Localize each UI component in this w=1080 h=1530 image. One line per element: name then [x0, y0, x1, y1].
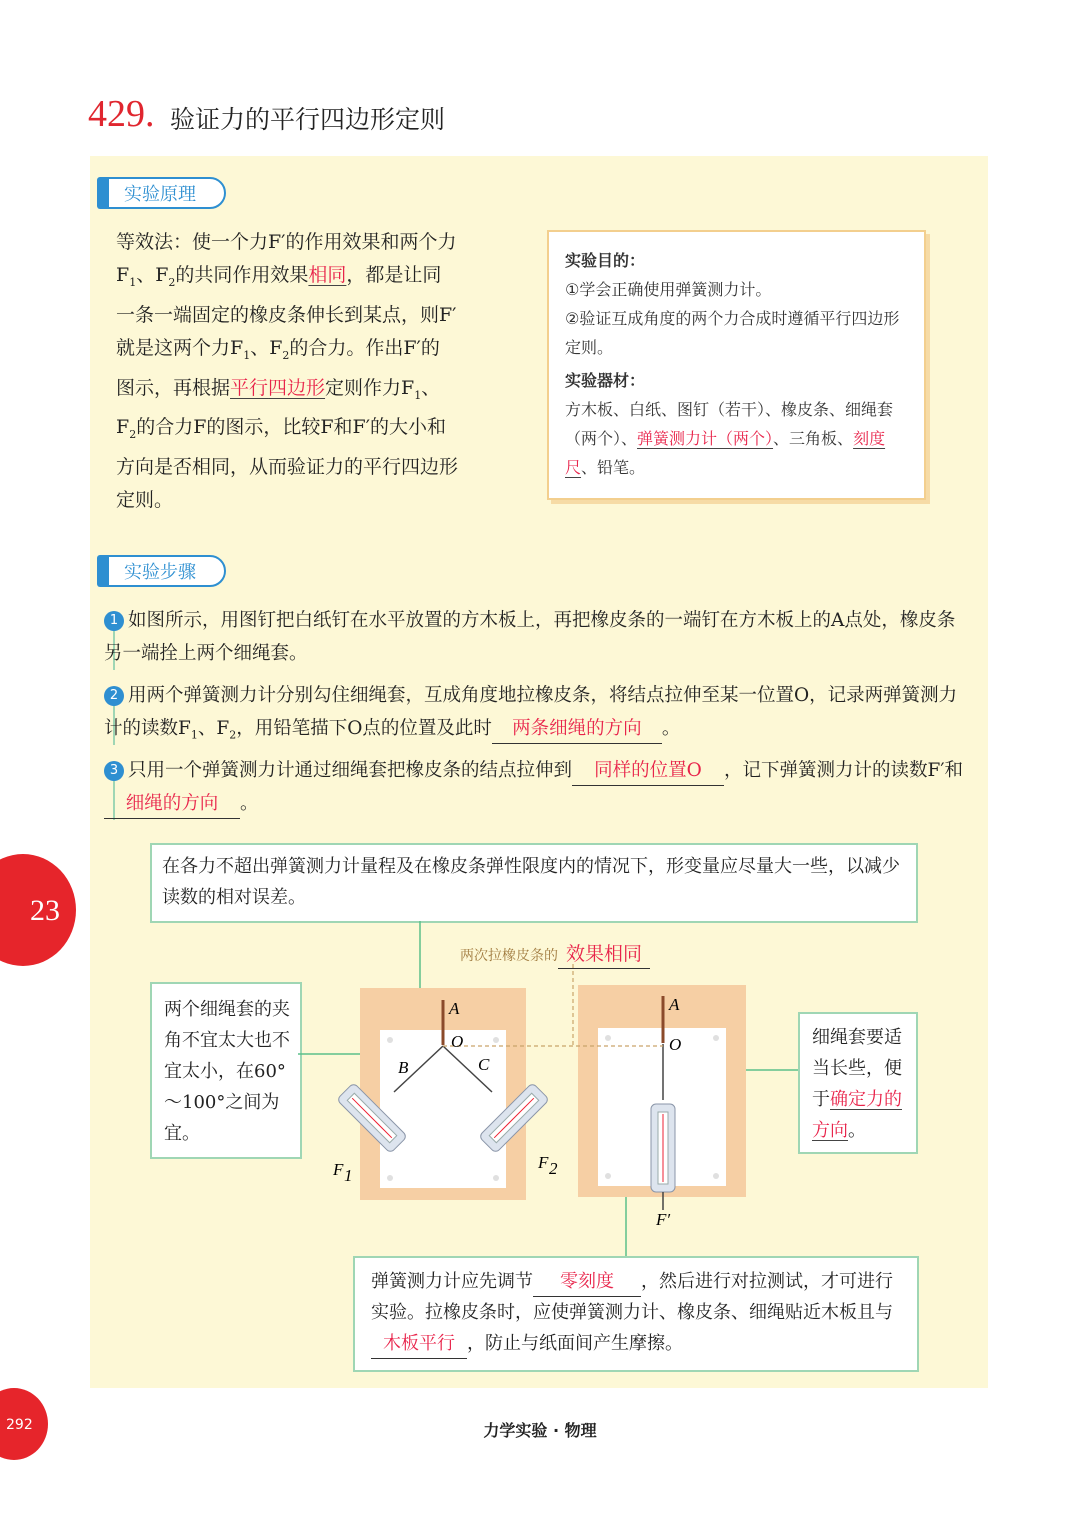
label-A-left: A — [449, 999, 460, 1018]
answer-ruler: 刻度尺 — [565, 429, 886, 477]
note-zero: 弹簧测力计应先调节 零刻度 ，然后进行对拉测试，才可进行实验。拉橡皮条时，应使弹簧测力计、橡皮条、细绳贴近木板且与木板平行 ，防止与纸面间产生摩擦。 — [353, 1256, 919, 1372]
step-3: 3 只用一个弹簧测力计通过细绳套把橡皮条的结点拉伸到 同样的位置O ，记下弹簧测力计的读数F′和细绳的方向 。 — [104, 754, 966, 820]
answer-determine: 确定 — [830, 1089, 866, 1110]
step-1-number: 1 — [104, 611, 124, 631]
page-title: 验证力的平行四边形定则 — [170, 105, 446, 134]
label-F2: F — [538, 1153, 549, 1172]
steps-tag: 实验步骤 — [98, 555, 226, 587]
label-B: B — [398, 1058, 409, 1077]
answer-rope-directions: 两条细绳的方向 — [492, 715, 662, 744]
paper-left — [380, 1030, 506, 1188]
goal-heading: 实验目的： — [565, 251, 646, 270]
note-rope-length: 细绳套要适当长些，便于确定力的方向。 — [798, 1012, 918, 1154]
answer-parallel: 平行 — [230, 376, 269, 399]
note-angle: 两个细绳套的夹角不宜太大也不宜太小，在60°～100°之间为宜。 — [150, 982, 302, 1159]
step-2-number: 2 — [104, 686, 124, 706]
label-A-right: A — [669, 995, 680, 1014]
effect-caption: 两次拉橡皮条的 效果相同 — [460, 940, 650, 969]
principle-tag: 实验原理 — [98, 177, 226, 209]
chapter-tab: 23 — [0, 854, 76, 966]
answer-same: 相同 — [308, 264, 347, 286]
spring-scale-single — [651, 1104, 675, 1192]
materials-text: 方木板、白纸、图钉（若干）、橡皮条、细绳套（两个）、弹簧测力计（两个）、三角板、刻度尺、铅笔。 — [565, 400, 894, 477]
principle-text: 等效法：使一个力F′的作用效果和两个力$F_1$、$F_2$的共同作用效果相同，都是让同一条一端固定的橡皮条伸长到某点，则F′就是这两个力$F_1$、$F_2$的合力。作出F′的图示，再根据平行四边形定则作力$F_1$、$F_2$的合力F的图示，比较F和F′的大小和方向是否相同，从而验证力的平行四边形定则。 — [116, 231, 459, 512]
label-O-right: O — [669, 1035, 682, 1054]
goal-line-2: ②验证互成角度的两个力合成时遵循平行四边形定则。 — [565, 309, 900, 357]
answer-quadrilateral: 四边形 — [268, 376, 326, 399]
materials-heading: 实验器材： — [565, 371, 646, 390]
step-2: 2 用两个弹簧测力计分别勾住细绳套，互成角度地拉橡皮条，将结点拉伸至某一位置O，记录两弹簧测力计的读数$F_1$、$F_2$，用铅笔描下O点的位置及此时 两条细绳的方向 。 — [104, 679, 966, 752]
label-F1: F — [333, 1160, 344, 1179]
label-C: C — [478, 1055, 490, 1074]
answer-force-direction: 力的方向 — [812, 1089, 902, 1141]
answer-spring-scale: 弹簧测力计（两个） — [637, 429, 774, 448]
answer-same-position: 同样的位置O — [572, 757, 724, 786]
step-1: 1 如图所示，用图钉把白纸钉在水平放置的方木板上，再把橡皮条的一端钉在方木板上的A点处，橡皮条另一端拴上两个细绳套。 — [104, 610, 956, 664]
answer-board-parallel: 木板平行 — [371, 1330, 467, 1359]
footer-title: 力学实验 · 物理 — [483, 1421, 597, 1440]
answer-same-effect: 效果相同 — [558, 940, 650, 969]
item-number: 429. — [88, 93, 155, 135]
answer-zero: 零刻度 — [533, 1268, 641, 1297]
page-number-badge: 292 — [0, 1388, 48, 1460]
note-range: 在各力不超出弹簧测力计量程及在橡皮条弹性限度内的情况下，形变量应尽量大一些，以减少读数的相对误差。 — [150, 843, 918, 923]
goal-line-1: ①学会正确使用弹簧测力计。 — [565, 280, 772, 299]
answer-rope-direction: 细绳的方向 — [104, 790, 240, 819]
label-F2-sub: 2 — [549, 1159, 558, 1178]
label-F1-sub: 1 — [344, 1166, 353, 1185]
label-F-prime: F′ — [656, 1210, 671, 1229]
step-3-number: 3 — [104, 761, 124, 781]
label-O-left: O — [451, 1032, 464, 1051]
